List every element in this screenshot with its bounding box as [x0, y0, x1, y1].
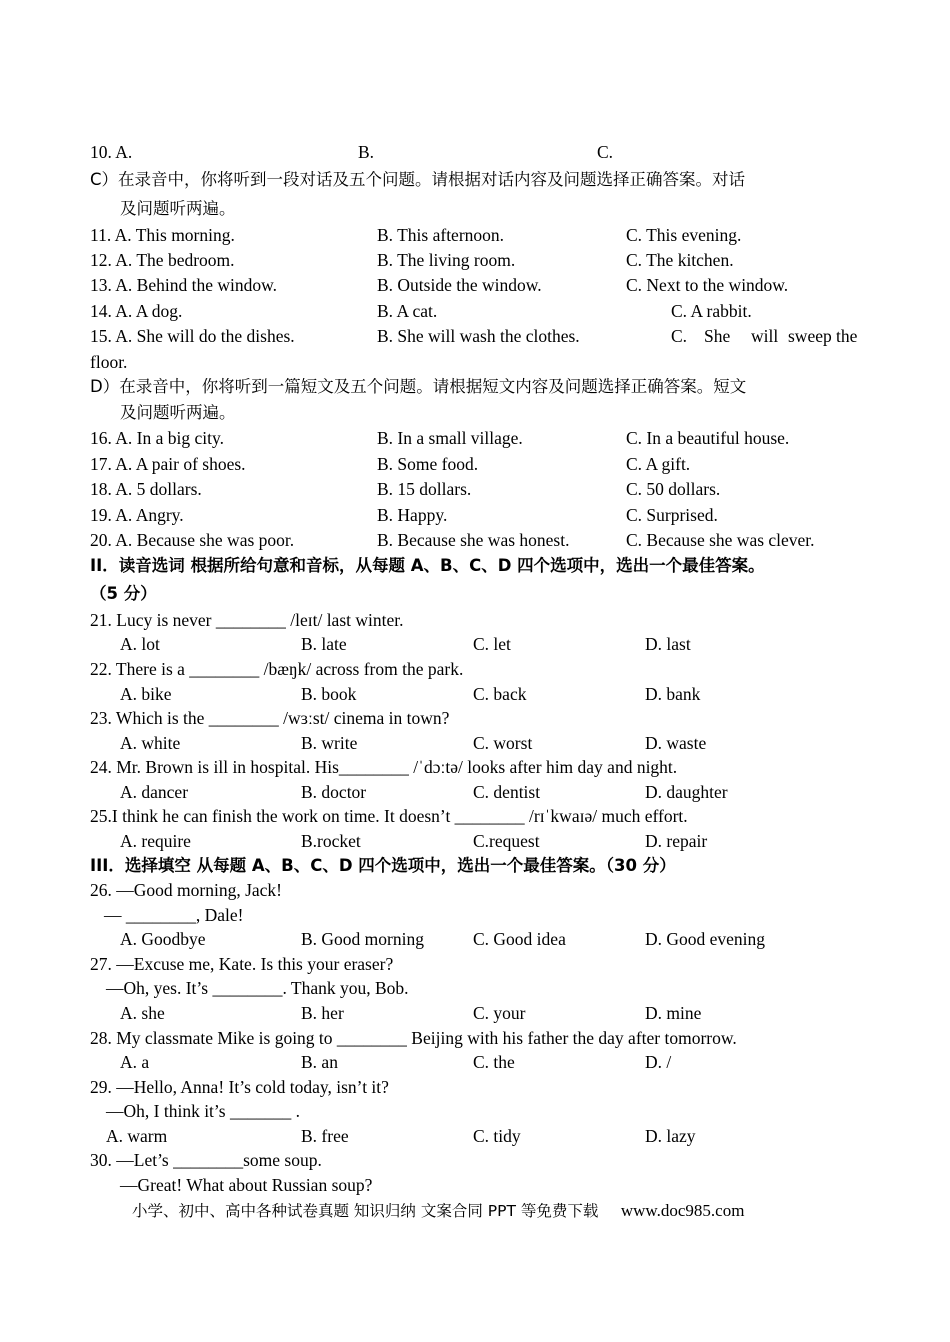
section-ii-heading-2: （5 分） — [90, 584, 157, 603]
q26-option-a[interactable]: A. Goodbye — [120, 929, 206, 949]
q29-reply: —Oh, I think it’s _______ . — [106, 1101, 300, 1121]
q10-option-c[interactable]: C. — [597, 142, 614, 162]
q23-option-b[interactable]: B. write — [301, 733, 358, 753]
q21-option-b[interactable]: B. late — [301, 634, 347, 654]
section-c-instruction-2: 及问题听两遍。 — [120, 199, 236, 218]
q13-option-c[interactable]: C. Next to the window. — [626, 275, 789, 295]
q29-option-b[interactable]: B. free — [301, 1126, 349, 1146]
q27-option-a[interactable]: A. she — [120, 1003, 165, 1023]
q14-option-a[interactable]: 14. A. A dog. — [90, 301, 183, 321]
q26-reply: — ________, Dale! — [104, 905, 244, 925]
q26-option-c[interactable]: C. Good idea — [473, 929, 566, 949]
q13-option-a[interactable]: 13. A. Behind the window. — [90, 275, 277, 295]
q24-option-c[interactable]: C. dentist — [473, 782, 541, 802]
q26-option-b[interactable]: B. Good morning — [301, 929, 424, 949]
q14-option-b[interactable]: B. A cat. — [377, 301, 438, 321]
section-d-instruction-1: D）在录音中，你将听到一篇短文及五个问题。请根据短文内容及问题选择正确答案。短文 — [90, 377, 747, 396]
q19-option-b[interactable]: B. Happy. — [377, 505, 448, 525]
q24-stem: 24. Mr. Brown is ill in hospital. His________ /ˈdɔːtə/ looks after him day and night. — [90, 757, 678, 777]
q22-option-b[interactable]: B. book — [301, 684, 357, 704]
q27-option-b[interactable]: B. her — [301, 1003, 344, 1023]
q26-stem: 26. —Good morning, Jack! — [90, 880, 282, 900]
q16-option-b[interactable]: B. In a small village. — [377, 428, 523, 448]
q24-option-b[interactable]: B. doctor — [301, 782, 367, 802]
q15-option-c-word: sweep — [788, 326, 832, 346]
q22-stem: 22. There is a ________ /bæŋk/ across from the park. — [90, 659, 464, 679]
q21-option-c[interactable]: C. let — [473, 634, 511, 654]
q28-option-a[interactable]: A. a — [120, 1052, 150, 1072]
q27-reply: —Oh, yes. It’s ________. Thank you, Bob. — [106, 978, 409, 998]
q17-option-a[interactable]: 17. A. A pair of shoes. — [90, 454, 246, 474]
q29-option-d[interactable]: D. lazy — [645, 1126, 696, 1146]
q22-option-a[interactable]: A. bike — [120, 684, 172, 704]
q29-option-a[interactable]: A. warm — [106, 1126, 168, 1146]
section-d-instruction-2: 及问题听两遍。 — [120, 403, 236, 422]
q18-option-a[interactable]: 18. A. 5 dollars. — [90, 479, 202, 499]
q25-option-d[interactable]: D. repair — [645, 831, 708, 851]
q17-option-c[interactable]: C. A gift. — [626, 454, 691, 474]
q19-option-c[interactable]: C. Surprised. — [626, 505, 718, 525]
q15-option-a[interactable]: 15. A. She will do the dishes. — [90, 326, 295, 346]
q22-option-c[interactable]: C. back — [473, 684, 527, 704]
q30-reply: —Great! What about Russian soup? — [120, 1175, 373, 1195]
q21-option-d[interactable]: D. last — [645, 634, 691, 654]
q19-option-a[interactable]: 19. A. Angry. — [90, 505, 184, 525]
q10-option-b[interactable]: B. — [358, 142, 375, 162]
q10-option-a[interactable]: 10. A. — [90, 142, 133, 162]
q12-option-c[interactable]: C. The kitchen. — [626, 250, 734, 270]
q15-option-c-word: will — [751, 326, 779, 346]
q29-stem: 29. —Hello, Anna! It’s cold today, isn’t it? — [90, 1077, 389, 1097]
q23-option-c[interactable]: C. worst — [473, 733, 533, 753]
q25-stem: 25.I think he can finish the work on time. It doesn’t ________ /rɪˈkwaɪə/ much effort. — [90, 806, 688, 826]
section-ii-heading-1: II．读音选词 根据所给句意和音标，从每题 A、B、C、D 四个选项中，选出一个最佳答案。 — [90, 556, 765, 575]
q25-option-a[interactable]: A. require — [120, 831, 191, 851]
q28-option-c[interactable]: C. the — [473, 1052, 515, 1072]
q13-option-b[interactable]: B. Outside the window. — [377, 275, 542, 295]
q22-option-d[interactable]: D. bank — [645, 684, 701, 704]
q15-option-b[interactable]: B. She will wash the clothes. — [377, 326, 580, 346]
q16-option-c[interactable]: C. In a beautiful house. — [626, 428, 790, 448]
q28-stem: 28. My classmate Mike is going to ________ Beijing with his father the day after tomorrow. — [90, 1028, 737, 1048]
q29-option-c[interactable]: C. tidy — [473, 1126, 521, 1146]
q15-option-c-word: She — [704, 326, 731, 346]
q21-stem: 21. Lucy is never ________ /leɪt/ last winter. — [90, 610, 404, 630]
section-c-instruction-1: C）在录音中，你将听到一段对话及五个问题。请根据对话内容及问题选择正确答案。对话 — [90, 170, 746, 189]
q14-option-c[interactable]: C. A rabbit. — [671, 301, 752, 321]
footer-text: 小学、初中、高中各种试卷真题 知识归纳 文案合同 PPT 等免费下载 — [132, 1202, 599, 1220]
q25-option-b[interactable]: B.rocket — [301, 831, 361, 851]
q15-option-c-word: the — [836, 326, 858, 346]
q21-option-a[interactable]: A. lot — [120, 634, 160, 654]
q23-stem: 23. Which is the ________ /wɜːst/ cinema in town? — [90, 708, 450, 728]
q11-option-a[interactable]: 11. A. This morning. — [90, 225, 235, 245]
page-footer — [132, 1199, 744, 1223]
q26-option-d[interactable]: D. Good evening — [645, 929, 766, 949]
q28-option-b[interactable]: B. an — [301, 1052, 338, 1072]
q25-option-c[interactable]: C.request — [473, 831, 540, 851]
q23-option-d[interactable]: D. waste — [645, 733, 707, 753]
q15-continuation: floor. — [90, 352, 128, 372]
q16-option-a[interactable]: 16. A. In a big city. — [90, 428, 224, 448]
q18-option-b[interactable]: B. 15 dollars. — [377, 479, 472, 499]
q30-stem: 30. —Let’s ________some soup. — [90, 1150, 322, 1170]
q15-option-c-label[interactable]: C. — [671, 326, 688, 346]
q20-option-b[interactable]: B. Because she was honest. — [377, 530, 570, 550]
q12-option-b[interactable]: B. The living room. — [377, 250, 516, 270]
q24-option-a[interactable]: A. dancer — [120, 782, 189, 802]
q11-option-b[interactable]: B. This afternoon. — [377, 225, 505, 245]
q27-stem: 27. —Excuse me, Kate. Is this your eraser? — [90, 954, 394, 974]
q18-option-c[interactable]: C. 50 dollars. — [626, 479, 721, 499]
q27-option-c[interactable]: C. your — [473, 1003, 526, 1023]
q28-option-d[interactable]: D. / — [645, 1052, 672, 1072]
q23-option-a[interactable]: A. white — [120, 733, 181, 753]
q12-option-a[interactable]: 12. A. The bedroom. — [90, 250, 235, 270]
q24-option-d[interactable]: D. daughter — [645, 782, 728, 802]
q27-option-d[interactable]: D. mine — [645, 1003, 702, 1023]
q20-option-a[interactable]: 20. A. Because she was poor. — [90, 530, 295, 550]
q17-option-b[interactable]: B. Some food. — [377, 454, 479, 474]
footer-site-link[interactable]: www.doc985.com — [620, 1201, 745, 1220]
q20-option-c[interactable]: C. Because she was clever. — [626, 530, 815, 550]
q11-option-c[interactable]: C. This evening. — [626, 225, 742, 245]
section-iii-heading: III．选择填空 从每题 A、B、C、D 四个选项中，选出一个最佳答案。（30 分） — [90, 856, 676, 875]
